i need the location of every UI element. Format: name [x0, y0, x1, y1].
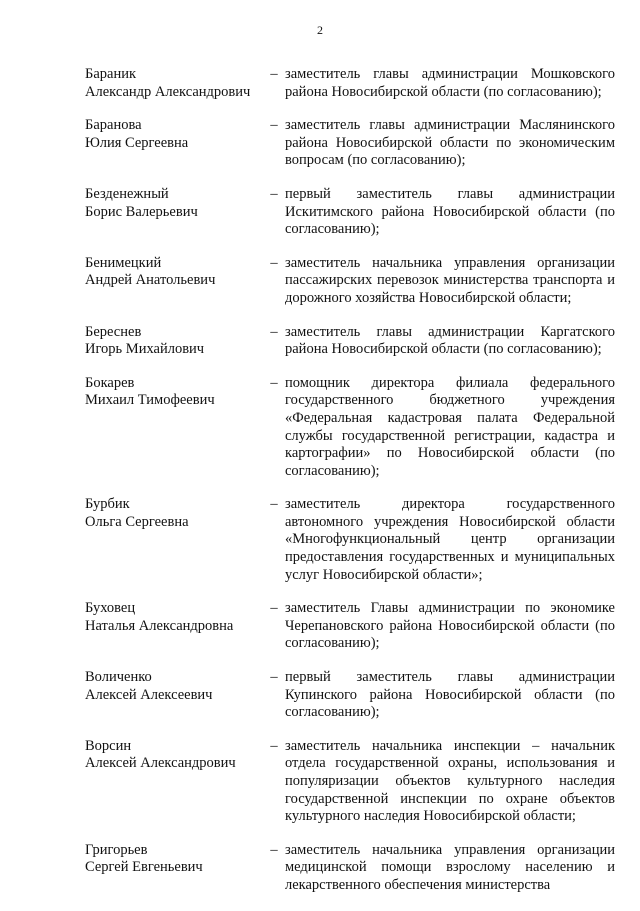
list-item — [85, 255, 615, 308]
person-name — [85, 738, 263, 773]
position-text: первый заместитель главы администрации Купинского района Новосибирской области (по согласованию); — [285, 669, 615, 721]
position-text: первый заместитель главы администрации Искитимского района Новосибирской области (по согласованию); — [285, 185, 615, 238]
position-text: заместитель главы администрации Мошковского района Новосибирской области (по согласованию); — [285, 66, 615, 100]
dash-separator: – — [270, 496, 278, 513]
surname: Баранова — [85, 117, 142, 134]
surname: Бокарев — [85, 374, 135, 391]
given-names: Юлия Сергеевна — [85, 134, 189, 151]
person-name — [85, 186, 263, 221]
dash-separator: – — [270, 669, 278, 686]
person-name — [85, 117, 263, 152]
given-names: Алексей Алексеевич — [85, 686, 213, 703]
given-names: Михаил Тимофеевич — [85, 392, 215, 409]
person-name — [85, 324, 263, 359]
given-names: Алексей Александрович — [85, 755, 236, 772]
dash-separator: – — [270, 600, 278, 617]
surname: Воличенко — [85, 669, 152, 686]
given-names: Игорь Михайлович — [85, 341, 205, 358]
position-text: заместитель Главы администрации по экономике Черепановского района Новосибирской области (по согласованию); — [285, 600, 615, 652]
surname: Бенимецкий — [85, 254, 162, 271]
surname: Береснев — [85, 323, 142, 340]
position-text: заместитель главы администрации Маслянинского района Новосибирской области по экономическим вопросам (по согласованию); — [285, 117, 615, 169]
list-item — [85, 738, 615, 826]
member-list — [85, 66, 615, 911]
list-item — [85, 669, 615, 722]
surname: Буховец — [85, 600, 136, 617]
given-names: Александр Александрович — [85, 83, 251, 100]
surname: Бурбик — [85, 496, 130, 513]
list-item — [85, 117, 615, 170]
position-text: помощник директора филиала федерального государственного бюджетного учреждения «Федеральная кадастровая палата Федеральной службы государственной регистрации, кадастра и картографии» по Новосибирской области (по согласованию); — [285, 374, 615, 479]
surname: Григорьев — [85, 841, 148, 858]
person-name — [85, 255, 263, 290]
dash-separator: – — [270, 254, 278, 271]
person-name — [85, 66, 263, 101]
person-name — [85, 375, 263, 410]
position-text: заместитель главы администрации Каргатского района Новосибирской области (по согласованию); — [285, 323, 615, 358]
given-names: Сергей Евгеньевич — [85, 859, 203, 876]
list-item — [85, 496, 615, 584]
given-names: Борис Валерьевич — [85, 203, 198, 220]
dash-separator: – — [270, 323, 278, 340]
person-name — [85, 669, 263, 704]
page-number: 2 — [317, 23, 323, 37]
person-name — [85, 600, 263, 635]
person-name — [85, 842, 263, 877]
given-names: Андрей Анатольевич — [85, 272, 216, 289]
dash-separator: – — [270, 66, 278, 82]
surname: Ворсин — [85, 737, 132, 754]
position-text: заместитель начальника управления организации медицинской помощи взрослому населению и лекарственного обеспечения министерства — [285, 841, 615, 893]
surname: Бараник — [85, 66, 137, 82]
list-item — [85, 324, 615, 359]
dash-separator: – — [270, 737, 278, 754]
dash-separator: – — [270, 117, 278, 134]
list-item — [85, 186, 615, 239]
person-name — [85, 496, 263, 531]
surname: Безденежный — [85, 185, 169, 202]
position-text: заместитель директора государственного автономного учреждения Новосибирской области «Многофункциональный центр организации предоставления государственных и муниципальных услуг Новосибирской области»; — [285, 496, 615, 583]
dash-separator: – — [270, 185, 278, 202]
position-text: заместитель начальника инспекции – начальник отдела государственной охраны, использования и популяризации объектов культурного наследия государственной инспекции по охране объектов культурного наследия Новосибирской области; — [285, 737, 615, 825]
list-item — [85, 842, 615, 895]
position-text: заместитель начальника управления организации пассажирских перевозок министерства транспорта и дорожного хозяйства Новосибирской области; — [285, 254, 615, 306]
given-names: Наталья Александровна — [85, 617, 234, 634]
list-item — [85, 375, 615, 481]
given-names: Ольга Сергеевна — [85, 513, 189, 530]
dash-separator: – — [270, 374, 278, 391]
list-item — [85, 66, 615, 101]
list-item — [85, 600, 615, 653]
dash-separator: – — [270, 841, 278, 858]
